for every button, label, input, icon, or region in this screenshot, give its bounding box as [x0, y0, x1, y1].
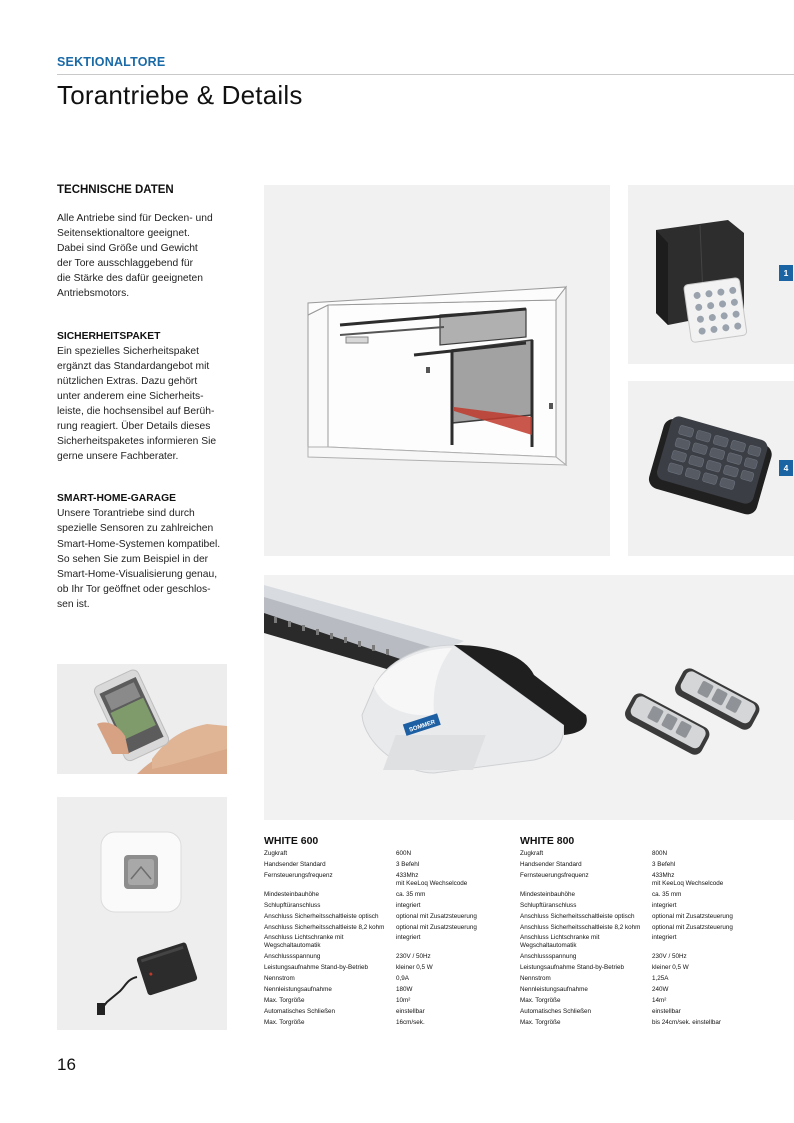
spec-value: bis 24cm/sek. einstellbar: [652, 1018, 721, 1026]
technical-data-column: [57, 184, 237, 612]
white-600-title: WHITE 600: [264, 835, 319, 847]
header-divider: [57, 74, 794, 75]
spec-value: 230V / 50Hz: [652, 953, 687, 961]
white-800-specs: [520, 835, 770, 1030]
spec-row: [264, 934, 477, 953]
garage-opener-product-photo: [264, 575, 794, 820]
spec-row: [520, 1008, 733, 1019]
spec-value: optional mit Zusatzsteuerung: [396, 923, 477, 931]
text-line: unter anderem eine Sicherheits-: [57, 390, 204, 402]
spec-row: [264, 1008, 477, 1019]
spec-value: ca. 35 mm: [652, 890, 682, 898]
smartphone-hand-photo: [57, 664, 227, 774]
control-unit-keypad-photo: [628, 185, 794, 364]
spec-row: [264, 902, 477, 913]
spec-value: 3 Befehl: [652, 860, 676, 868]
spec-value: 16cm/sek.: [396, 1018, 425, 1026]
white-800-table: [520, 850, 733, 1030]
smart-home-devices-photo: [57, 797, 227, 1030]
spec-key: Nennstrom: [520, 975, 551, 983]
spec-row: [520, 891, 733, 902]
text-line: der Tore ausschlaggebend für: [57, 258, 194, 270]
spec-value: 433Mhz mit KeeLoq Wechselcode: [652, 871, 724, 887]
page-number: 16: [57, 1055, 76, 1074]
spec-key: Schlupftüranschluss: [264, 901, 321, 909]
spec-key: Fernsteuerungsfrequenz: [264, 871, 333, 879]
spec-value: einstellbar: [652, 1007, 681, 1015]
spec-key: Anschluss Lichtschranke mit Wegschaltautomatik: [264, 934, 344, 950]
spec-value: 1,25A: [652, 975, 669, 983]
spec-key: Max. Torgröße: [264, 997, 305, 1004]
text-line: gerne unsere Fachberater.: [57, 451, 179, 463]
spec-key: Leistungsaufnahme Stand-by-Betrieb: [264, 964, 368, 972]
white-800-title: WHITE 800: [520, 835, 575, 847]
spec-row: [520, 902, 733, 913]
spec-value: 230V / 50Hz: [396, 953, 431, 961]
spec-key: Anschlussspannung: [264, 953, 321, 961]
text-line: Sicherheitspaketes informieren Sie: [57, 436, 217, 448]
spec-key: Anschlussspannung: [520, 953, 577, 961]
spec-value: 14m²: [652, 997, 667, 1004]
intro-text: [57, 211, 237, 302]
spec-key: Anschluss Sicherheitsschaltleiste 8,2 kohm: [520, 923, 641, 931]
spec-row: [264, 975, 477, 986]
text-line: die Stärke des dafür geeigneten: [57, 273, 203, 285]
spec-row: [520, 1019, 733, 1030]
spec-row: [520, 986, 733, 997]
spec-row: [520, 934, 733, 953]
spec-key: Anschluss Lichtschranke mit Wegschaltautomatik: [520, 934, 600, 950]
spec-row: [520, 924, 733, 935]
spec-value: 600N: [396, 850, 412, 857]
text-line: Alle Antriebe sind für Decken- und: [57, 213, 213, 224]
spec-row: [264, 913, 477, 924]
spec-value: 10m²: [396, 997, 411, 1004]
spec-row: [520, 872, 733, 891]
section-label: SEKTIONALTORE: [57, 55, 166, 69]
spec-row: [520, 997, 733, 1008]
text-line: spezielle Sensoren zu zahlreichen: [57, 523, 214, 535]
spec-value: optional mit Zusatzsteuerung: [652, 912, 733, 920]
spec-value: 180W: [396, 986, 413, 994]
spec-value: 0,9A: [396, 975, 409, 983]
white-600-table: [264, 850, 477, 1030]
spec-key: Max. Torgröße: [520, 1018, 561, 1026]
text-line: Smart-Home-Systemen kompatibel.: [57, 538, 221, 550]
safety-heading: SICHERHEITSPAKET: [57, 330, 161, 342]
spec-value: einstellbar: [396, 1007, 425, 1015]
safety-text: [57, 344, 237, 465]
text-line: Smart-Home-Visualisierung genau,: [57, 568, 218, 580]
spec-key: Zugkraft: [264, 850, 288, 857]
spec-value: integriert: [652, 934, 677, 942]
spec-value: kleiner 0,5 W: [396, 964, 433, 972]
text-line: ergänzt das Standardangebot mit: [57, 360, 210, 372]
text-line: sen ist.: [57, 598, 90, 610]
spec-row: [520, 975, 733, 986]
garage-door-diagram: [264, 185, 610, 556]
text-line: nützlichen Extras. Dazu gehört: [57, 375, 198, 387]
spec-value: 240W: [652, 986, 669, 994]
page-title: Torantriebe & Details: [57, 80, 303, 110]
spec-value: 800N: [652, 850, 668, 857]
wireless-keypad-photo: [628, 381, 794, 556]
spec-key: Nennleistungsaufnahme: [264, 986, 332, 994]
spec-row: [264, 953, 477, 964]
smarthome-heading: SMART-HOME-GARAGE: [57, 493, 176, 505]
spec-value: integriert: [652, 901, 677, 909]
brand-label: SOMMER: [408, 719, 437, 734]
spec-key: Anschluss Sicherheitsschaltleiste optisch: [264, 912, 379, 920]
spec-key: Automatisches Schließen: [520, 1007, 592, 1015]
spec-value: integriert: [396, 934, 421, 942]
spec-row: [264, 872, 477, 891]
spec-value: ca. 35 mm: [396, 890, 426, 898]
spec-row: [520, 913, 733, 924]
spec-key: Max. Torgröße: [520, 997, 561, 1004]
text-line: rung reagiert. Über Details dieses: [57, 421, 211, 433]
spec-row: [264, 1019, 477, 1030]
spec-value: optional mit Zusatzsteuerung: [652, 923, 733, 931]
spec-key: Schlupftüranschluss: [520, 901, 577, 909]
text-line: Dabei sind Größe und Gewicht: [57, 243, 198, 255]
spec-value: optional mit Zusatzsteuerung: [396, 912, 477, 920]
spec-key: Mindesteinbauhöhe: [264, 890, 319, 898]
spec-row: [264, 891, 477, 902]
spec-key: Handsender Standard: [520, 860, 582, 868]
spec-row: [520, 964, 733, 975]
spec-value: kleiner 0,5 W: [652, 964, 689, 972]
smarthome-text: [57, 506, 237, 612]
spec-key: Leistungsaufnahme Stand-by-Betrieb: [520, 964, 624, 972]
spec-value: 433Mhz mit KeeLoq Wechselcode: [396, 871, 468, 887]
text-line: Unsere Torantriebe sind durch: [57, 508, 195, 520]
spec-key: Max. Torgröße: [264, 1018, 305, 1026]
spec-value: integriert: [396, 901, 421, 909]
spec-row: [264, 861, 477, 872]
spec-key: Handsender Standard: [264, 860, 326, 868]
spec-row: [520, 861, 733, 872]
badge-1: 1: [779, 265, 793, 281]
spec-key: Fernsteuerungsfrequenz: [520, 871, 589, 879]
spec-row: [264, 924, 477, 935]
text-line: Antriebsmotors.: [57, 288, 130, 300]
spec-row: [264, 964, 477, 975]
spec-value: 3 Befehl: [396, 860, 420, 868]
text-line: So sehen Sie zum Beispiel in der: [57, 553, 209, 565]
spec-key: Automatisches Schließen: [264, 1007, 336, 1015]
badge-4: 4: [779, 460, 793, 476]
text-line: ob Ihr Tor geöffnet oder geschlos-: [57, 583, 211, 595]
technical-data-heading: TECHNISCHE DATEN: [57, 184, 174, 196]
spec-key: Anschluss Sicherheitsschaltleiste optisch: [520, 912, 635, 920]
text-line: Ein spezielles Sicherheitspaket: [57, 345, 199, 357]
white-600-specs: [264, 835, 514, 1030]
text-line: leiste, die hochsensibel auf Berüh-: [57, 405, 215, 417]
spec-row: [520, 850, 733, 861]
spec-key: Zugkraft: [520, 850, 544, 857]
spec-key: Anschluss Sicherheitsschaltleiste 8,2 kohm: [264, 923, 385, 931]
spec-row: [264, 986, 477, 997]
spec-key: Mindesteinbauhöhe: [520, 890, 575, 898]
spec-row: [264, 997, 477, 1008]
spec-key: Nennleistungsaufnahme: [520, 986, 588, 994]
spec-key: Nennstrom: [264, 975, 295, 983]
text-line: Seitensektionaltore geeignet.: [57, 228, 190, 240]
spec-row: [264, 850, 477, 861]
spec-row: [520, 953, 733, 964]
